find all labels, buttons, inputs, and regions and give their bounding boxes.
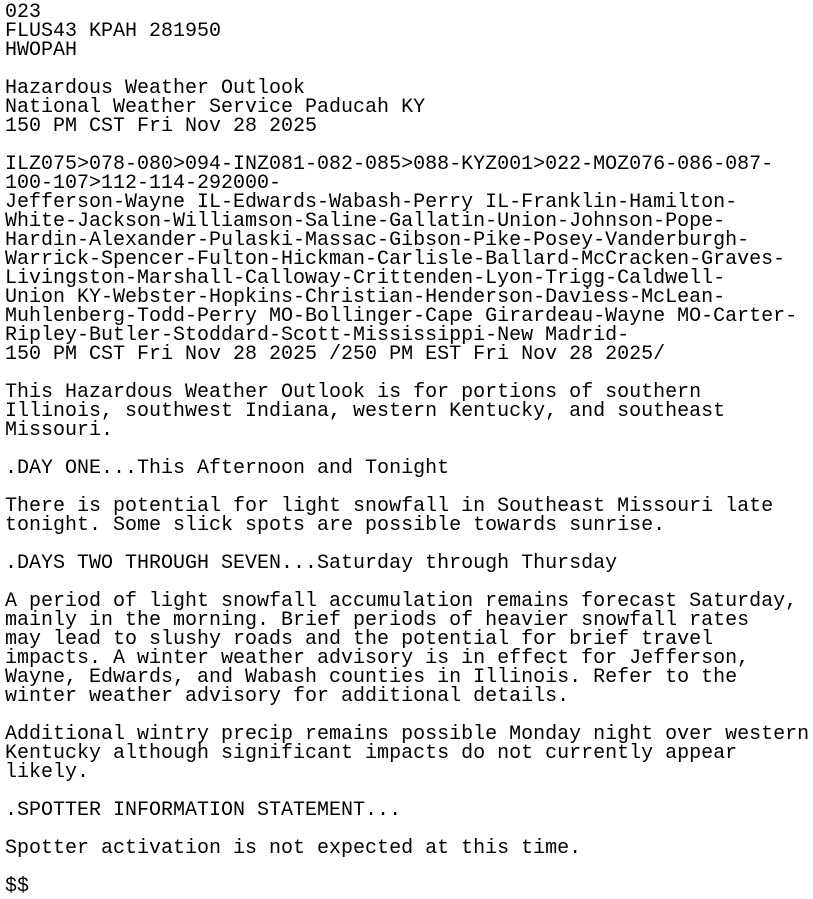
product-line: Additional wintry precip remains possible Monday night over western: [5, 723, 810, 746]
product-line: Wayne, Edwards, and Wabash counties in Illinois. Refer to the: [5, 666, 738, 689]
product-line: .DAYS TWO THROUGH SEVEN...Saturday through Thursday: [5, 552, 618, 575]
product-line: Illinois, southwest Indiana, western Kentucky, and southeast: [5, 400, 726, 423]
product-line: ILZ075>078-080>094-INZ081-082-085>088-KYZ001>022-MOZ076-086-087-: [5, 153, 774, 176]
product-line: winter weather advisory for additional details.: [5, 685, 570, 708]
product-line: impacts. A winter weather advisory is in effect for Jefferson,: [5, 647, 750, 670]
product-line: Missouri.: [5, 419, 114, 442]
product-line: likely.: [5, 761, 90, 784]
product-line: Warrick-Spencer-Fulton-Hickman-Carlisle-Ballard-McCracken-Graves-: [5, 248, 786, 271]
product-line: may lead to slushy roads and the potential for brief travel: [5, 628, 714, 651]
product-line: A period of light snowfall accumulation remains forecast Saturday,: [5, 590, 798, 613]
product-line: There is potential for light snowfall in Southeast Missouri late: [5, 495, 774, 518]
product-line: 023: [5, 1, 42, 24]
product-line: .SPOTTER INFORMATION STATEMENT...: [5, 799, 402, 822]
product-line: $$: [5, 875, 30, 898]
product-line: 100-107>112-114-292000-: [5, 172, 282, 195]
product-line: Kentucky although significant impacts do not currently appear: [5, 742, 738, 765]
product-line: 150 PM CST Fri Nov 28 2025 /250 PM EST Fri Nov 28 2025/: [5, 343, 666, 366]
product-line: White-Jackson-Williamson-Saline-Gallatin-Union-Johnson-Pope-: [5, 210, 726, 233]
product-line: tonight. Some slick spots are possible towards sunrise.: [5, 514, 666, 537]
product-line: Hazardous Weather Outlook: [5, 77, 306, 100]
product-line: Jefferson-Wayne IL-Edwards-Wabash-Perry IL-Franklin-Hamilton-: [5, 191, 738, 214]
product-line: .DAY ONE...This Afternoon and Tonight: [5, 457, 450, 480]
product-line: Ripley-Butler-Stoddard-Scott-Mississippi-New Madrid-: [5, 324, 630, 347]
product-line: National Weather Service Paducah KY: [5, 96, 426, 119]
product-line: mainly in the morning. Brief periods of heavier snowfall rates: [5, 609, 750, 632]
product-line: HWOPAH: [5, 39, 78, 62]
product-line: 150 PM CST Fri Nov 28 2025: [5, 115, 318, 138]
product-line: Hardin-Alexander-Pulaski-Massac-Gibson-Pike-Posey-Vanderburgh-: [5, 229, 750, 252]
product-line: [5, 858, 813, 877]
product-line: Union KY-Webster-Hopkins-Christian-Henderson-Daviess-McLean-: [5, 286, 726, 309]
product-line: FLUS43 KPAH 281950: [5, 20, 222, 43]
product-line: This Hazardous Weather Outlook is for portions of southern: [5, 381, 702, 404]
product-line: Spotter activation is not expected at this time.: [5, 837, 582, 860]
product-line: Muhlenberg-Todd-Perry MO-Bollinger-Cape Girardeau-Wayne MO-Carter-: [5, 305, 798, 328]
product-line: Livingston-Marshall-Calloway-Crittenden-Lyon-Trigg-Caldwell-: [5, 267, 726, 290]
